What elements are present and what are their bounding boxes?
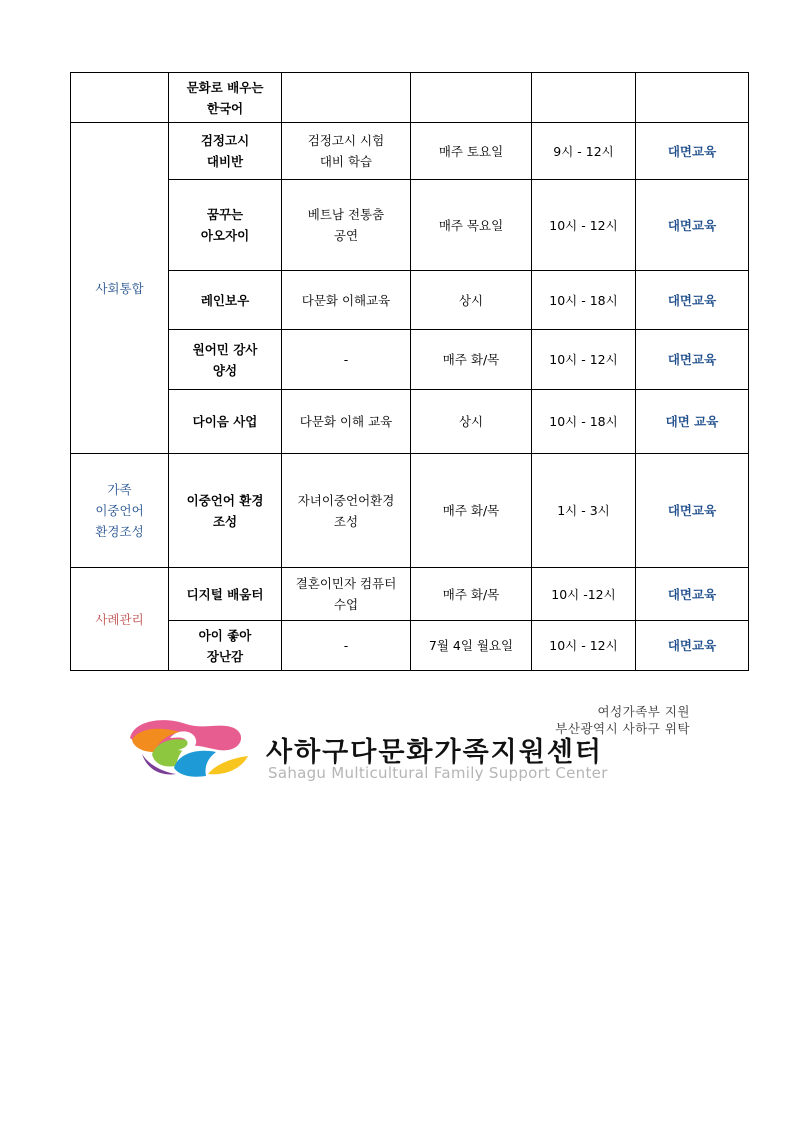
colorful-heart-swoosh-logo-icon	[124, 714, 252, 780]
program-content: -	[282, 621, 411, 671]
program-name: 문화로 배우는 한국어	[169, 73, 282, 123]
program-time: 9시 - 12시	[532, 123, 636, 180]
program-time: 10시 - 12시	[532, 330, 636, 390]
program-day: 상시	[411, 390, 532, 454]
table-row	[71, 73, 749, 123]
day-cell	[411, 73, 532, 123]
sponsor-line: 여성가족부 지원	[597, 704, 690, 719]
program-day: 상시	[411, 271, 532, 330]
program-mode: 대면교육	[636, 454, 749, 568]
program-schedule-table	[70, 72, 749, 671]
program-mode: 대면 교육	[636, 390, 749, 454]
program-name: 검정고시 대비반	[169, 123, 282, 180]
program-name: 디지털 배움터	[169, 568, 282, 621]
program-time: 10시 - 12시	[532, 621, 636, 671]
program-name: 아이 좋아 장난감	[169, 621, 282, 671]
program-mode: 대면교육	[636, 330, 749, 390]
program-time: 10시 - 12시	[532, 180, 636, 271]
program-content: 다문화 이해 교육	[282, 390, 411, 454]
table-row	[71, 180, 749, 271]
program-day: 매주 목요일	[411, 180, 532, 271]
program-content: -	[282, 330, 411, 390]
program-day: 7월 4일 월요일	[411, 621, 532, 671]
program-content: 다문화 이해교육	[282, 271, 411, 330]
mode-cell	[636, 73, 749, 123]
program-content: 결혼이민자 컴퓨터 수업	[282, 568, 411, 621]
center-name-english: Sahagu Multicultural Family Support Center	[268, 764, 608, 782]
commission-line: 부산광역시 사하구 위탁	[555, 721, 690, 736]
program-day: 매주 화/목	[411, 454, 532, 568]
program-time: 10시 - 18시	[532, 271, 636, 330]
category-social-integration: 사회통합	[71, 123, 169, 454]
program-content: 검정고시 시험 대비 학습	[282, 123, 411, 180]
category-cell	[71, 73, 169, 123]
program-day: 매주 화/목	[411, 568, 532, 621]
table-row	[71, 568, 749, 621]
table-row	[71, 454, 749, 568]
program-time: 10시 -12시	[532, 568, 636, 621]
content-cell	[282, 73, 411, 123]
program-mode: 대면교육	[636, 271, 749, 330]
program-content: 베트남 전통춤 공연	[282, 180, 411, 271]
program-time: 10시 - 18시	[532, 390, 636, 454]
program-name: 레인보우	[169, 271, 282, 330]
program-mode: 대면교육	[636, 568, 749, 621]
category-bilingual-environment: 가족 이중언어 환경조성	[71, 454, 169, 568]
program-content: 자녀이중언어환경 조성	[282, 454, 411, 568]
program-mode: 대면교육	[636, 621, 749, 671]
center-footer	[122, 700, 690, 785]
program-name: 꿈꾸는 아오자이	[169, 180, 282, 271]
table-row	[71, 330, 749, 390]
time-cell	[532, 73, 636, 123]
table-row	[71, 621, 749, 671]
program-name: 다이음 사업	[169, 390, 282, 454]
program-mode: 대면교육	[636, 180, 749, 271]
program-name: 원어민 강사 양성	[169, 330, 282, 390]
table-row	[71, 271, 749, 330]
program-name: 이중언어 환경 조성	[169, 454, 282, 568]
table-row	[71, 390, 749, 454]
program-time: 1시 - 3시	[532, 454, 636, 568]
table-row	[71, 123, 749, 180]
category-case-management: 사례관리	[71, 568, 169, 671]
center-name-korean: 사하구다문화가족지원센터	[266, 737, 603, 768]
program-day: 매주 화/목	[411, 330, 532, 390]
program-day: 매주 토요일	[411, 123, 532, 180]
program-mode: 대면교육	[636, 123, 749, 180]
